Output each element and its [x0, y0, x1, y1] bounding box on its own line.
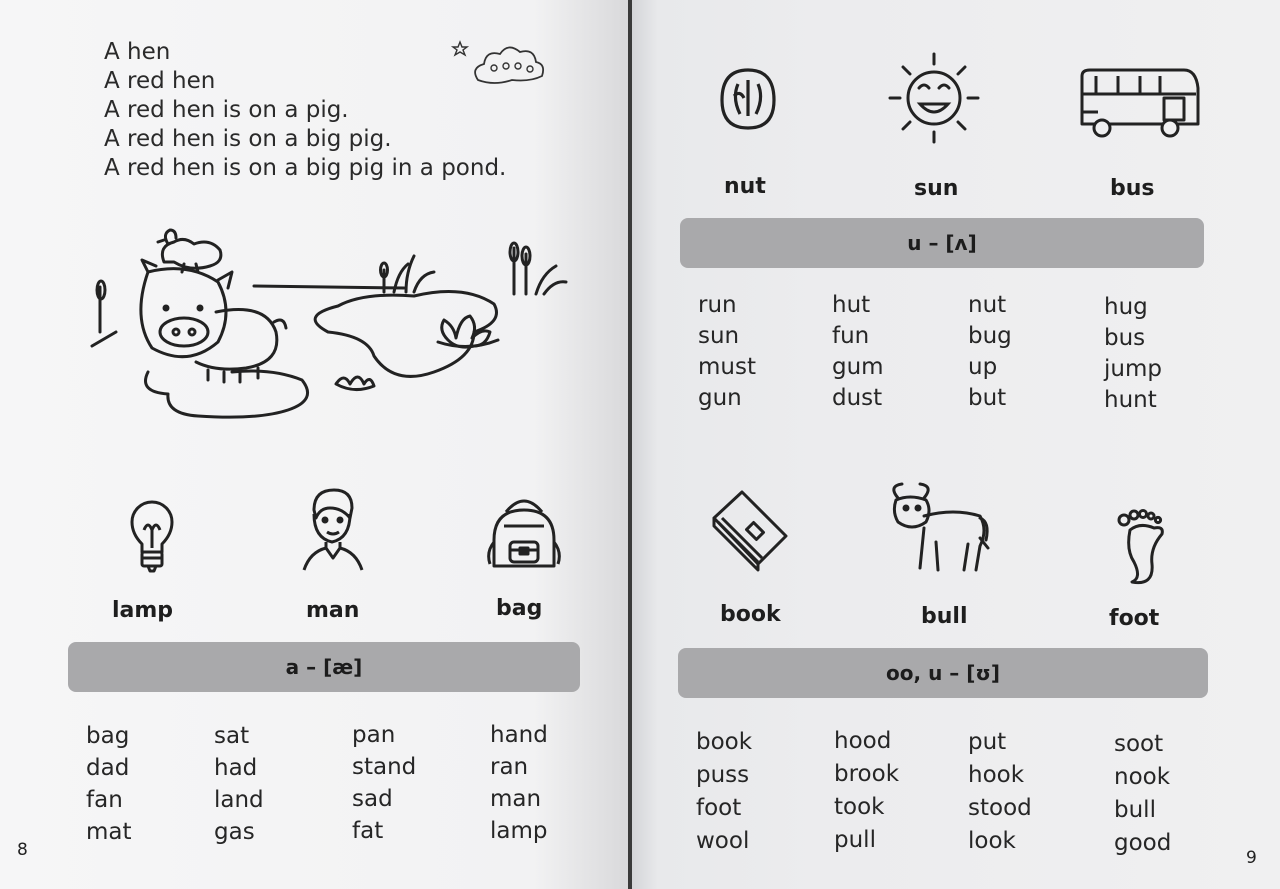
poem	[104, 38, 506, 183]
word-column	[1104, 292, 1162, 416]
word: wool	[696, 828, 750, 854]
sound-banner: oo, u – [ʊ]	[678, 648, 1208, 698]
word: stood	[968, 795, 1032, 821]
poem-line: A red hen is on a pig.	[104, 97, 349, 123]
word-column	[696, 726, 752, 858]
word: lamp	[490, 818, 548, 844]
picture-label: bull	[921, 604, 968, 629]
word: pan	[352, 722, 396, 748]
word: dust	[832, 385, 883, 411]
picture-label: book	[720, 602, 781, 627]
picture-label: man	[306, 598, 360, 623]
word-column	[352, 719, 416, 847]
poem-line: A red hen is on a big pig in a pond.	[104, 155, 507, 181]
word: sun	[698, 323, 740, 349]
left-page	[0, 0, 628, 889]
page-number: 8	[17, 840, 28, 860]
word: gum	[832, 354, 884, 380]
word: bag	[86, 723, 130, 749]
word: hunt	[1104, 387, 1157, 413]
word: took	[834, 794, 885, 820]
nut-icon	[718, 66, 778, 132]
bus-icon	[1076, 68, 1200, 140]
word-column	[698, 290, 756, 414]
word: stand	[352, 754, 417, 780]
page-number: 9	[1246, 848, 1257, 868]
picture-label: foot	[1109, 606, 1160, 631]
word: hood	[834, 728, 892, 754]
word: bull	[1114, 797, 1156, 823]
word: hand	[490, 722, 548, 748]
word: nut	[968, 292, 1007, 318]
word: run	[698, 292, 737, 318]
word: book	[696, 729, 753, 755]
backpack-icon	[484, 496, 564, 572]
word: nook	[1114, 764, 1171, 790]
sound-banner: u – [ʌ]	[680, 218, 1204, 268]
word: man	[490, 786, 542, 812]
word-column	[968, 290, 1012, 414]
word: brook	[834, 761, 900, 787]
picture-label: sun	[914, 176, 959, 201]
word-column	[832, 290, 884, 414]
picture-label: bus	[1110, 176, 1155, 201]
word-column	[86, 720, 132, 848]
word: foot	[696, 795, 742, 821]
word: sad	[352, 786, 393, 812]
picture-label: bag	[496, 596, 543, 621]
word: good	[1114, 830, 1172, 856]
word: mat	[86, 819, 132, 845]
word-column	[1114, 728, 1171, 860]
word-column	[834, 725, 899, 857]
word: gun	[698, 385, 742, 411]
word: sat	[214, 723, 250, 749]
word-column	[968, 726, 1032, 858]
picture-label: nut	[724, 174, 766, 199]
word: jump	[1104, 356, 1162, 382]
word: dad	[86, 755, 130, 781]
word: soot	[1114, 731, 1164, 757]
word-column	[214, 720, 264, 848]
picture-label: lamp	[112, 598, 174, 623]
bull-icon	[884, 482, 996, 578]
word: gas	[214, 819, 255, 845]
word: ran	[490, 754, 529, 780]
word: puss	[696, 762, 750, 788]
word: bug	[968, 323, 1012, 349]
word: land	[214, 787, 264, 813]
word: hut	[832, 292, 871, 318]
word: up	[968, 354, 998, 380]
sound-banner: a – [æ]	[68, 642, 580, 692]
poem-line: A red hen	[104, 68, 216, 94]
word: put	[968, 729, 1007, 755]
hen-pig-pond-illustration	[88, 222, 578, 427]
word: bus	[1104, 325, 1146, 351]
sun-icon	[886, 50, 982, 146]
word-column	[490, 719, 548, 847]
right-page	[632, 0, 1280, 889]
word: pull	[834, 827, 876, 853]
poem-line: A red hen is on a big pig.	[104, 126, 392, 152]
word: must	[698, 354, 756, 380]
word: hug	[1104, 294, 1148, 320]
cloud-doodle-icon	[448, 36, 558, 92]
man-icon	[300, 488, 364, 572]
word: hook	[968, 762, 1025, 788]
foot-icon	[1112, 506, 1168, 584]
word: look	[968, 828, 1016, 854]
word: fat	[352, 818, 384, 844]
word: fan	[86, 787, 123, 813]
poem-line: A hen	[104, 39, 171, 65]
word: fun	[832, 323, 870, 349]
book-icon	[708, 488, 794, 572]
lightbulb-icon	[122, 490, 182, 574]
word: had	[214, 755, 258, 781]
word: but	[968, 385, 1007, 411]
